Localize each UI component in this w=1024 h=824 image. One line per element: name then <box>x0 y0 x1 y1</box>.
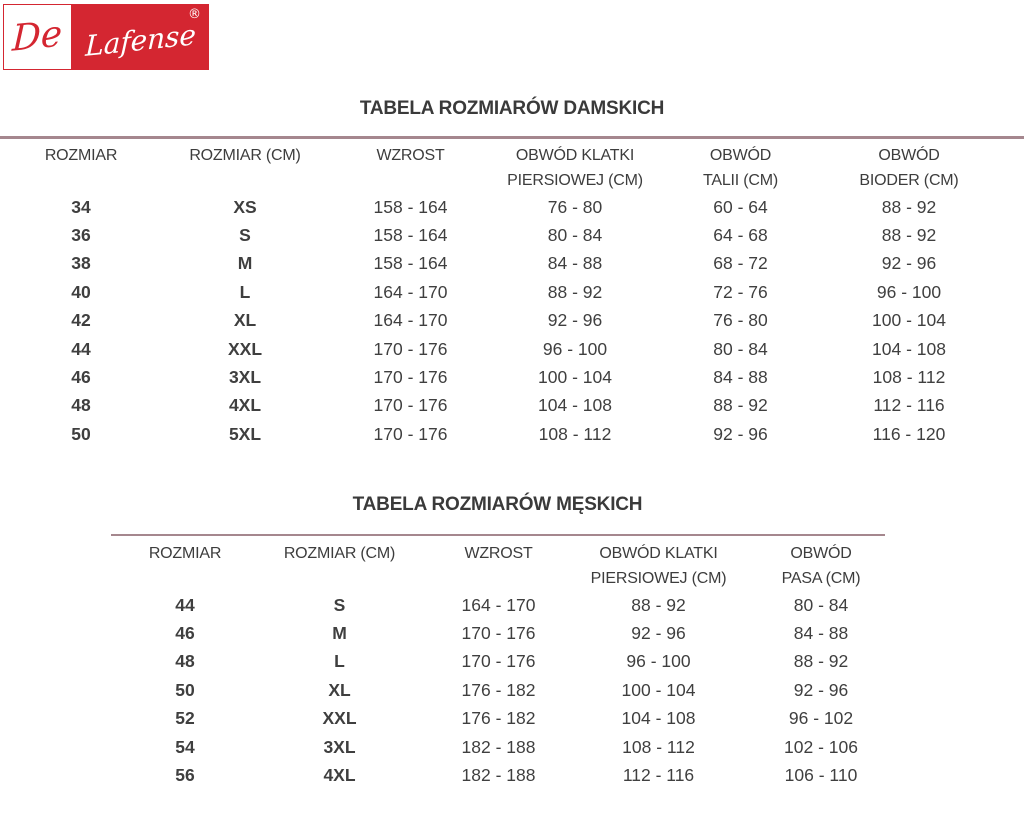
table-cell: 104 - 108 <box>872 338 946 359</box>
table-cell: M <box>237 253 253 274</box>
table-row <box>0 307 994 335</box>
column-header-line: OBWÓD <box>790 545 852 562</box>
table-cell: 38 <box>71 253 91 274</box>
table-cell: 182 - 188 <box>461 765 536 786</box>
column-header-line: ROZMIAR <box>44 147 118 164</box>
men-size-table <box>110 541 903 790</box>
table-cell: 100 - 104 <box>538 367 612 388</box>
table-cell: 164 - 170 <box>461 594 536 615</box>
table-cell: 44 <box>71 338 91 359</box>
table-cell: 92 - 96 <box>713 423 768 444</box>
women-size-table <box>0 143 994 449</box>
table-row <box>0 363 994 391</box>
table-cell: 88 - 92 <box>547 281 603 302</box>
women-table-top-rule <box>0 136 1024 139</box>
table-cell: 5XL <box>228 423 262 444</box>
men-table-title-text: TABELA ROZMIARÓW MĘSKICH <box>352 494 643 515</box>
table-cell: 46 <box>175 623 195 644</box>
table-cell: 106 - 110 <box>784 765 858 786</box>
column-header-line: OBWÓD KLATKI <box>515 147 635 164</box>
table-cell: 158 - 164 <box>373 225 448 246</box>
table-cell: 40 <box>71 281 91 302</box>
column-header-line: WZROST <box>376 147 445 164</box>
table-cell: 92 - 96 <box>881 253 937 274</box>
table-row <box>0 335 994 363</box>
table-cell: L <box>239 281 251 302</box>
table-row <box>110 705 903 733</box>
table-cell: 88 - 92 <box>881 225 937 246</box>
table-cell: 104 - 108 <box>538 395 612 416</box>
logo-de-text: De <box>11 13 64 60</box>
table-cell: 92 - 96 <box>793 679 849 700</box>
table-cell: 108 - 112 <box>872 367 946 388</box>
table-row <box>0 221 994 249</box>
table-cell: 4XL <box>228 395 262 416</box>
table-row <box>110 619 903 647</box>
column-header <box>657 143 824 193</box>
logo-de-block <box>3 4 72 70</box>
table-cell: 84 - 88 <box>713 367 768 388</box>
column-header <box>824 143 994 193</box>
table-cell: 182 - 188 <box>461 736 536 757</box>
table-cell: 112 - 116 <box>622 765 695 786</box>
table-cell: 170 - 176 <box>373 395 448 416</box>
table-cell: 170 - 176 <box>461 651 536 672</box>
table-cell: XL <box>233 310 257 331</box>
table-cell: 96 - 100 <box>542 338 608 359</box>
table-cell: 3XL <box>323 736 356 757</box>
table-cell: 112 - 116 <box>873 395 945 416</box>
column-header <box>493 143 657 193</box>
women-table-title <box>0 97 1024 121</box>
table-cell: S <box>333 594 346 615</box>
table-cell: 116 - 120 <box>872 423 946 444</box>
table-cell: 92 - 96 <box>631 623 686 644</box>
column-header-line: ROZMIAR (CM) <box>283 545 396 562</box>
table-cell: 88 - 92 <box>881 196 937 217</box>
table-cell: 68 - 72 <box>713 253 768 274</box>
table-cell: 84 - 88 <box>793 623 849 644</box>
table-cell: 96 - 100 <box>876 281 942 302</box>
table-row <box>110 676 903 704</box>
table-cell: 170 - 176 <box>373 423 448 444</box>
column-header-line: ROZMIAR (CM) <box>189 147 301 164</box>
table-cell: 102 - 106 <box>784 736 858 757</box>
table-cell: 50 <box>175 679 195 700</box>
table-cell: 3XL <box>228 367 262 388</box>
column-header <box>0 143 162 193</box>
table-cell: 34 <box>71 196 91 217</box>
column-header <box>162 143 328 193</box>
women-table-title-text: TABELA ROZMIARÓW DAMSKICH <box>359 98 665 119</box>
table-cell: 60 - 64 <box>713 196 768 217</box>
table-cell: 48 <box>175 651 195 672</box>
table-cell: 104 - 108 <box>621 708 696 729</box>
table-cell: 52 <box>175 708 195 729</box>
table-cell: 46 <box>71 367 91 388</box>
column-header-line: PASA (CM) <box>781 570 861 587</box>
table-cell: 4XL <box>323 765 356 786</box>
table-cell: 76 - 80 <box>713 310 768 331</box>
table-cell: 50 <box>71 423 91 444</box>
table-row <box>0 250 994 278</box>
table-cell: 88 - 92 <box>713 395 768 416</box>
table-cell: XXL <box>322 708 357 729</box>
table-cell: 176 - 182 <box>461 708 536 729</box>
column-header-line: PIERSIOWEJ (CM) <box>590 570 727 587</box>
table-cell: 36 <box>71 225 91 246</box>
table-row <box>110 648 903 676</box>
column-header-line: BIODER (CM) <box>859 172 959 189</box>
table-row <box>0 278 994 306</box>
column-header-line: PIERSIOWEJ (CM) <box>507 172 643 189</box>
table-cell: 108 - 112 <box>622 736 695 757</box>
table-cell: S <box>239 225 251 246</box>
table-cell: 64 - 68 <box>713 225 768 246</box>
table-cell: 170 - 176 <box>373 338 448 359</box>
men-table-top-rule <box>111 534 885 536</box>
table-cell: 84 - 88 <box>547 253 603 274</box>
column-header <box>260 541 419 591</box>
women-header-row <box>0 143 994 193</box>
table-cell: XL <box>328 679 351 700</box>
women-table-body <box>0 193 994 449</box>
table-cell: M <box>332 623 347 644</box>
table-row <box>110 733 903 761</box>
table-cell: 164 - 170 <box>373 310 448 331</box>
table-cell: 92 - 96 <box>547 310 603 331</box>
column-header-line: WZROST <box>464 545 533 562</box>
table-row <box>0 420 994 448</box>
table-cell: 72 - 76 <box>713 281 768 302</box>
column-header <box>578 541 739 591</box>
table-cell: 170 - 176 <box>373 367 448 388</box>
women-table-header <box>0 143 994 193</box>
column-header-line: ROZMIAR <box>148 545 222 562</box>
table-cell: 170 - 176 <box>461 623 536 644</box>
registered-trademark-icon: ® <box>188 7 201 22</box>
column-header <box>110 541 260 591</box>
table-cell: 48 <box>71 395 91 416</box>
column-header <box>419 541 578 591</box>
table-cell: XS <box>233 196 257 217</box>
table-row <box>110 591 903 619</box>
logo-lafense-text: Lafense <box>84 18 197 63</box>
table-cell: 80 - 84 <box>547 225 603 246</box>
table-cell: 164 - 170 <box>373 281 448 302</box>
table-cell: 54 <box>175 736 195 757</box>
table-row <box>0 392 994 420</box>
table-row <box>0 193 994 221</box>
table-cell: 76 - 80 <box>547 196 603 217</box>
table-cell: 42 <box>71 310 91 331</box>
table-row <box>110 761 903 789</box>
column-header-line: OBWÓD <box>878 147 940 164</box>
table-cell: 80 - 84 <box>793 594 849 615</box>
men-header-row <box>110 541 903 591</box>
table-cell: 108 - 112 <box>538 423 612 444</box>
table-cell: 88 - 92 <box>631 594 686 615</box>
column-header <box>328 143 493 193</box>
brand-logo <box>3 4 209 70</box>
men-table-title <box>110 493 885 517</box>
table-cell: 80 - 84 <box>713 338 768 359</box>
column-header-line: OBWÓD KLATKI <box>599 545 718 562</box>
table-cell: 100 - 104 <box>621 679 696 700</box>
table-cell: 176 - 182 <box>461 679 536 700</box>
men-table-header <box>110 541 903 591</box>
table-cell: 96 - 100 <box>626 651 691 672</box>
table-cell: 44 <box>175 594 195 615</box>
table-cell: 100 - 104 <box>872 310 946 331</box>
table-cell: XXL <box>227 338 263 359</box>
column-header <box>739 541 903 591</box>
table-cell: 56 <box>175 765 195 786</box>
column-header-line: OBWÓD <box>709 147 772 164</box>
table-cell: 158 - 164 <box>373 196 448 217</box>
table-cell: 96 - 102 <box>788 708 854 729</box>
table-cell: L <box>334 651 345 672</box>
table-cell: 158 - 164 <box>373 253 448 274</box>
table-cell: 88 - 92 <box>793 651 849 672</box>
column-header-line: TALII (CM) <box>702 172 779 189</box>
logo-lafense-block <box>72 4 209 70</box>
men-table-body <box>110 591 903 790</box>
